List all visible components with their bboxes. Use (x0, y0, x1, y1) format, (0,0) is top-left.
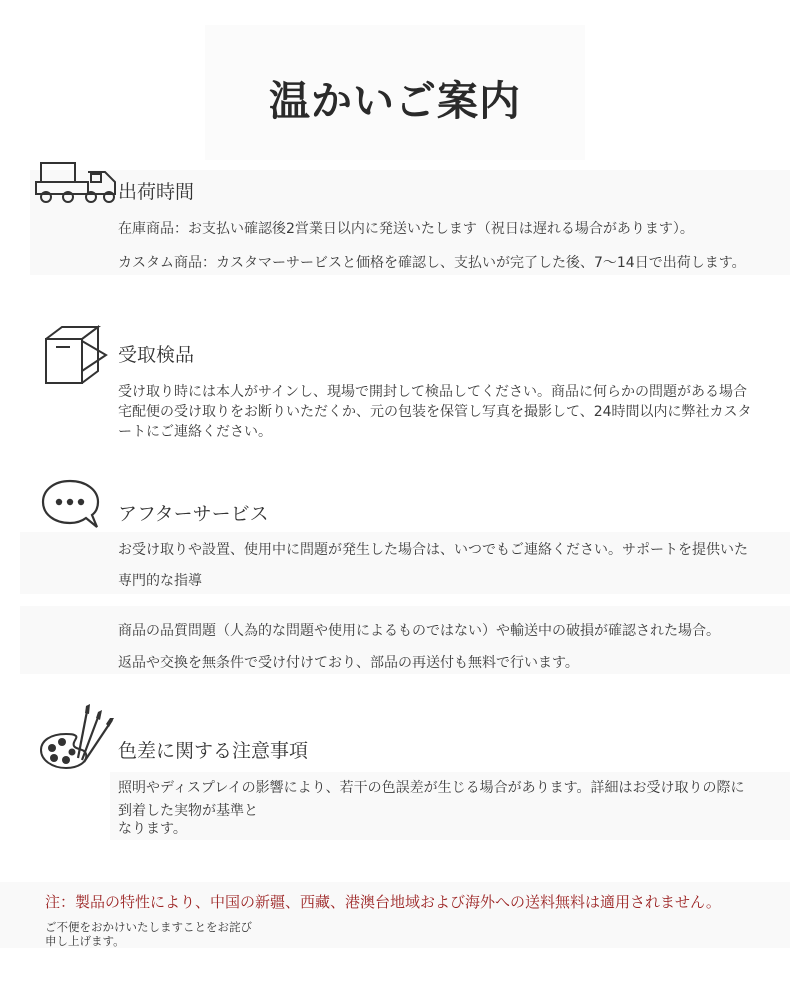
section-after-service-line-1: お受け取りや設置、使用中に問題が発生した場合は、いつでもご連絡ください。サポートを提供いた (118, 542, 748, 558)
page-title: 温かいご案内 (269, 77, 521, 125)
notice-small-line-2: 申し上げます。 (45, 934, 125, 948)
section-color-line-3: なります。 (118, 821, 187, 837)
chat-bubble-icon (40, 478, 102, 532)
section-shipping-line-1: 在庫商品：お支払い確認後2営業日以内に発送いたします（祝日は遅れる場合があります）。 (118, 221, 694, 237)
section-inspection-heading: 受取検品 (118, 344, 195, 366)
section-inspection-line-1: 受け取り時には本人がサインし、現場で開封して検品してください。商品に何らかの問題がある場合 (118, 384, 748, 400)
section-after-service-heading: アフターサービス (118, 503, 269, 525)
notice-red-text: 注：製品の特性により、中国の新疆、西藏、港澳台地域および海外への送料無料は適用されません。 (45, 893, 721, 911)
section-inspection-line-3: ートにご連絡ください。 (118, 424, 272, 440)
section-inspection-line-2: 宅配便の受け取りをお断りいただくか、元の包装を保管し写真を撮影して、24時間以内に弊社カスタ (118, 404, 752, 420)
section-after-service-line-2: 専門的な指導 (118, 573, 202, 589)
box-icon (40, 323, 112, 387)
delivery-truck-icon (33, 160, 121, 208)
section-color-heading: 色差に関する注意事項 (118, 740, 309, 762)
section-after-service-line-3: 商品の品質問題（人為的な問題や使用によるものではない）や輸送中の破損が確認された場合。 (118, 623, 720, 639)
section-color-line-1: 照明やディスプレイの影響により、若干の色誤差が生じる場合があります。詳細はお受け取りの際に (118, 780, 745, 796)
section-shipping-line-2: カスタム商品：カスタマーサービスと価格を確認し、支払いが完了した後、7〜14日で出荷します。 (118, 255, 746, 271)
notice-small-line-1: ご不便をおかけいたしますことをお詫び (45, 920, 252, 934)
section-shipping-heading: 出荷時間 (118, 181, 195, 203)
paint-palette-icon (38, 702, 118, 774)
section-after-service-line-4: 返品や交換を無条件で受け付けており、部品の再送付も無料で行います。 (118, 655, 579, 671)
section-color-line-2: 到着した実物が基準と (118, 803, 258, 819)
